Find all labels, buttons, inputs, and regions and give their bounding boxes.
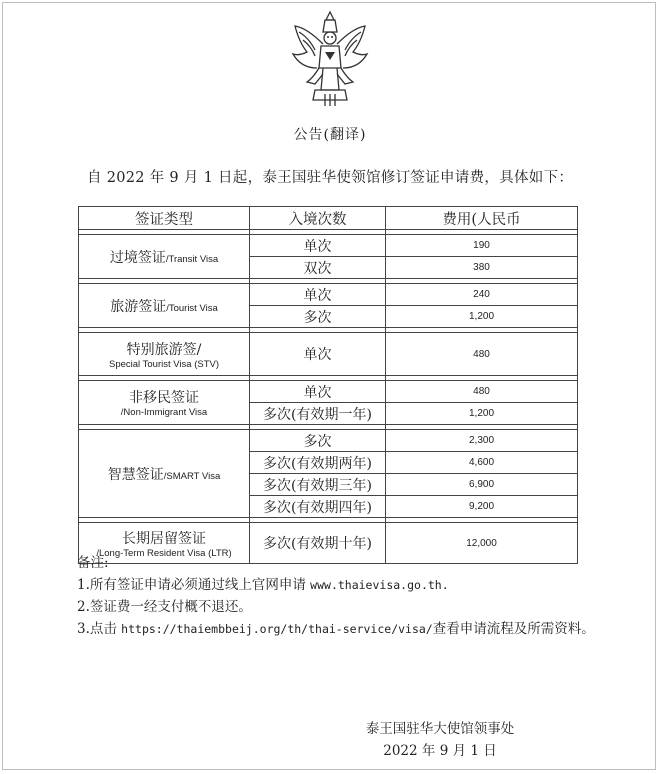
entries-cell: 多次 (250, 306, 386, 328)
visa-type-cell: 过境签证/Transit Visa (79, 235, 250, 279)
table-row (79, 430, 578, 452)
table-header-row (79, 207, 578, 230)
table-row (79, 235, 578, 257)
table-row (79, 284, 578, 306)
note-2: 2.签证费一经支付概不退还。 (77, 599, 252, 615)
entries-cell: 单次 (250, 235, 386, 257)
fee-cell: 1,200 (386, 403, 578, 425)
visa-type-cell: 特别旅游签/ Special Tourist Visa (STV) (79, 333, 250, 376)
visa-type-cell: 智慧签证/SMART Visa (79, 430, 250, 518)
visa-type-cell: 旅游签证/Tourist Visa (79, 284, 250, 328)
signature-block (350, 718, 530, 762)
entries-cell: 单次 (250, 381, 386, 403)
fee-cell: 2,300 (386, 430, 578, 452)
header-entries: 入境次数 (250, 207, 386, 230)
fee-cell: 9,200 (386, 496, 578, 518)
visa-website-link[interactable]: www.thaievisa.go.th. (310, 578, 449, 592)
visa-fee-table (78, 206, 578, 564)
page-title: 公告(翻译) (293, 127, 367, 143)
intro-text: 自 2022 年 9 月 1 日起，泰王国驻华使领馆修订签证申请费，具体如下： (87, 170, 574, 186)
entries-cell: 多次(有效期两年) (250, 452, 386, 474)
garuda-emblem-icon (285, 8, 375, 108)
visa-type-cell: 非移民签证 /Non-Immigrant Visa (79, 381, 250, 425)
table-row (79, 381, 578, 403)
header-visa-type: 签证类型 (79, 207, 250, 230)
entries-cell: 双次 (250, 257, 386, 279)
fee-cell: 1,200 (386, 306, 578, 328)
notes-section (77, 552, 595, 640)
fee-cell: 4,600 (386, 452, 578, 474)
entries-cell: 多次 (250, 430, 386, 452)
entries-cell: 单次 (250, 333, 386, 376)
entries-cell: 多次(有效期一年) (250, 403, 386, 425)
fee-cell: 480 (386, 381, 578, 403)
visa-type-cell: 长期居留签证 /Long-Term Resident Visa (LTR) (79, 523, 250, 564)
fee-cell: 240 (386, 284, 578, 306)
note-3: 3.点击 https://thaiembbeij.org/th/thai-service/visa/查看申请流程及所需资料。 (77, 621, 595, 637)
signature-date: 2022 年 9 月 1 日 (383, 743, 497, 759)
entries-cell: 单次 (250, 284, 386, 306)
fee-cell: 12,000 (386, 523, 578, 564)
notes-heading: 备注: (77, 555, 109, 571)
entries-cell: 多次(有效期四年) (250, 496, 386, 518)
table-row (79, 333, 578, 376)
fee-cell: 190 (386, 235, 578, 257)
note-1: 1.所有签证申请必须通过线上官网申请 www.thaievisa.go.th. (77, 577, 449, 593)
fee-cell: 380 (386, 257, 578, 279)
embassy-visa-link[interactable]: https://thaiembbeij.org/th/thai-service/visa/ (121, 622, 433, 636)
entries-cell: 多次(有效期三年) (250, 474, 386, 496)
signature-org: 泰王国驻华大使馆领事处 (365, 721, 515, 737)
entries-cell: 多次(有效期十年) (250, 523, 386, 564)
header-fee: 费用(人民币 (386, 207, 578, 230)
fee-cell: 6,900 (386, 474, 578, 496)
fee-cell: 480 (386, 333, 578, 376)
